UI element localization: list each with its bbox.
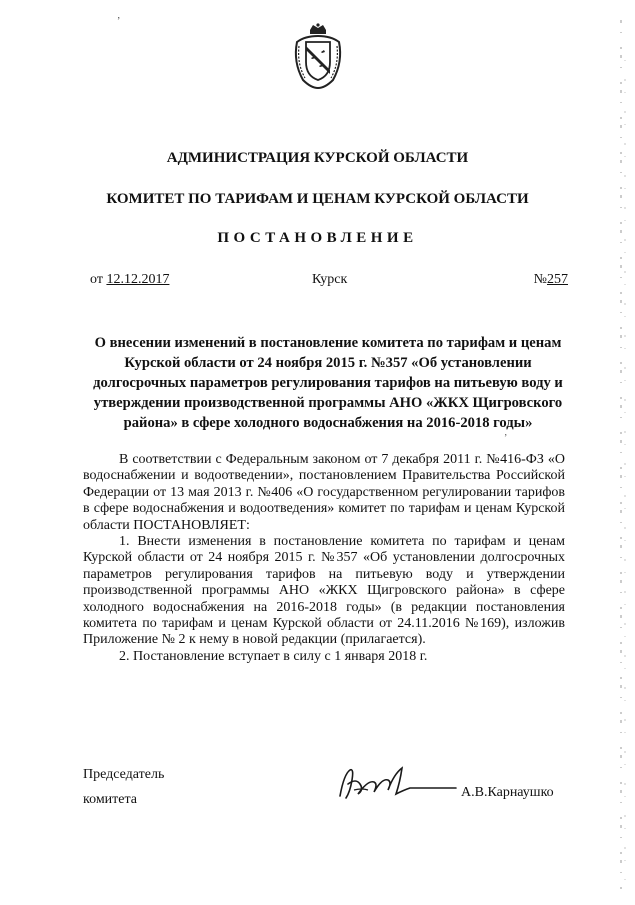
handwritten-signature xyxy=(334,760,460,808)
subject-line: долгосрочных параметров регулирования тарифов на питьевую воду и xyxy=(93,375,563,391)
document-date: от 12.12.2017 xyxy=(90,272,170,287)
subject-line: утверждении производственной программы АНО «ЖКХ Щигровского xyxy=(93,395,563,411)
subject-line: района» в сфере холодного водоснабжения на 2016-2018 годы» xyxy=(123,415,533,431)
document-meta-row xyxy=(90,272,568,292)
preamble-paragraph: В соответствии с Федеральным законом от 7 декабря 2011 г. №416-ФЗ «О водоснабжении и водоотведении», постановлением Правительства Российской Федерации от 13 мая 2013 г. №406 «О государственном регулировании тарифов в сфере водоснабжения и водоотведения» комитет по тарифам и ценам Курской области ПОСТАНОВЛЯЕТ: xyxy=(83,452,565,533)
scan-edge-artifact xyxy=(613,20,629,890)
subject-line: Курской области от 24 ноября 2015 г. №357 «Об установлении xyxy=(124,355,532,371)
document-type-title: ПОСТАНОВЛЕНИЕ xyxy=(217,230,418,246)
signer-position-line: комитета xyxy=(83,792,138,807)
signer-position xyxy=(83,762,164,812)
scan-mark: ʼ xyxy=(117,16,121,27)
document-number: №257 xyxy=(533,272,568,287)
document-subject xyxy=(88,333,568,433)
document-city: Курск xyxy=(312,272,348,287)
subject-line: О внесении изменений в постановление комитета по тарифам и ценам xyxy=(94,335,562,351)
scan-mark: ʼ xyxy=(504,433,508,444)
item-1-paragraph: 1. Внести изменения в постановление комитета по тарифам и ценам Курской области от 24 ноября 2015 г. №357 «Об установлении долгосрочных параметров регулирования тарифов на питьевую воду и утверждении производственной программы АНО «ЖКХ Щигровского района» в сфере холодного водоснабжения на 2016-2018 годы» (в редакции постановления комитета по тарифам и ценам Курской области от 24.11.2016 №169), изложив Приложение № 2 к нему в новой редакции (прилагается). xyxy=(83,534,565,648)
signer-name: А.В.Карнаушко xyxy=(461,785,554,800)
signer-position-line: Председатель xyxy=(83,767,165,782)
coat-of-arms-icon xyxy=(291,22,345,90)
administration-title: АДМИНИСТРАЦИЯ КУРСКОЙ ОБЛАСТИ xyxy=(166,150,469,166)
committee-title: КОМИТЕТ ПО ТАРИФАМ И ЦЕНАМ КУРСКОЙ ОБЛАСТИ xyxy=(106,191,529,207)
item-2-paragraph: 2. Постановление вступает в силу с 1 января 2018 г. xyxy=(119,648,428,664)
document-body xyxy=(83,452,565,665)
